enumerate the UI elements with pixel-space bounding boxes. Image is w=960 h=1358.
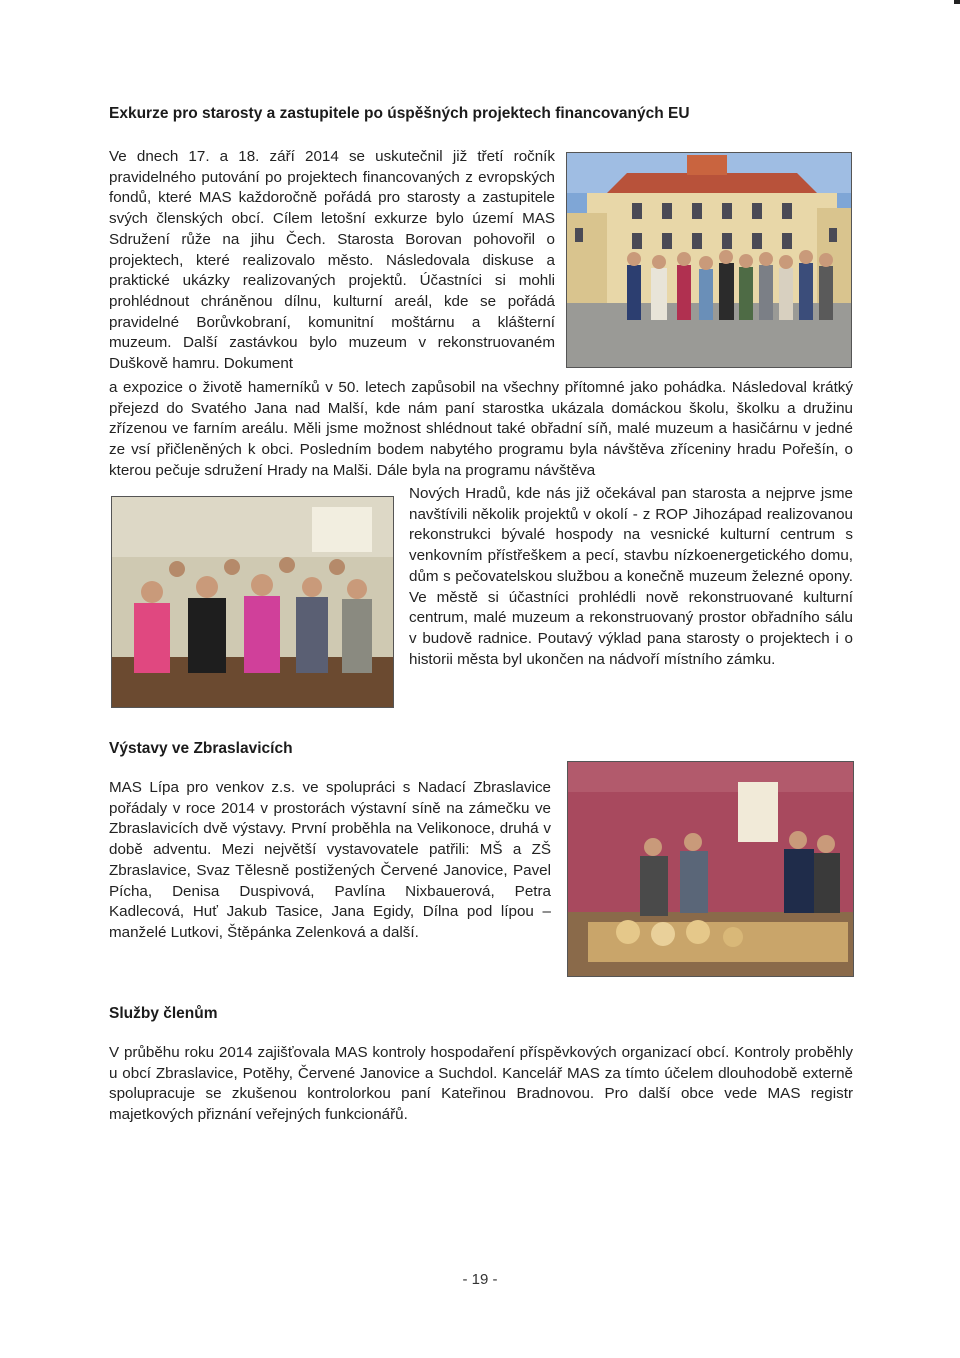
paragraph-excursion-top: Ve dnech 17. a 18. září 2014 se uskutečnil již třetí ročník pravidelného putování po projektech financovaných z evropských fondů, které MAS každoročně pořádá pro starosty a zastupitele svých členských obcí. Cílem letošní exkurze bylo území MAS Sdružení růže na jihu Čech. Starosta Borovan pohovořil o projektech, které realizovalo město. Následovala diskuse a praktické ukázky realizovaných projektů. Účastníci si mohli prohlédnout chráněnou dílnu, kulturní areál, kde se pořádá pravidelné Borůvkobraní, komunitní moštárnu a klášterní muzeum. Další zastávkou bylo muzeum v rekonstruovaném Duškově hamru. Dokument <box>109 148 555 373</box>
photo-hall-audience <box>111 496 394 708</box>
paragraph-excursion-full: a expozice o životě hamerníků v 50. letech zapůsobil na všechny přítomné jako pohádka. Následoval krátký přejezd do Svatého Jana nad Malší, kde nám paní starostka ukázala domáckou školu, školku a družinu zřízenou ve farním areálu. Měli jsme možnost shlédnout také obřadní síň, malé muzeum a hasičárnu v jedné ze vsí přičleněných k obci. Posledním bodem nabytého programu byla návštěva zříceniny hradu Pořešín, o kterou pečuje sdružení Hrady na Malši. Dále byla na programu návštěva <box>109 379 853 479</box>
heading-excursion: Exkurze pro starosty a zastupitele po úspěšných projektech financovaných EU <box>109 105 690 122</box>
paragraph-exhibitions: MAS Lípa pro venkov z.s. ve spolupráci s Nadací Zbraslavice pořádaly v roce 2014 v prostorách výstavní síně na zámečku ve Zbraslavicích dvě výstavy. První proběhla na Velikonoce, druhá v době adventu. Mezi největší vystavovatele patřili: MŠ a ZŠ Zbraslavice, Svaz Tělesně postižených Červené Janovice, Pavel Pícha, Denisa Duspivová, Pavlína Nixbauerová, Petra Kadlecová, Huť Jakub Tasice, Jana Egidy, Dílna pod lípou – manželé Lutkovi, Štěpánka Zelenková a další. <box>109 779 551 941</box>
scan-edge-mark <box>954 0 960 4</box>
heading-exhibitions: Výstavy ve Zbraslavicích <box>109 740 293 757</box>
heading-member-services: Služby členům <box>109 1005 218 1022</box>
paragraph-excursion-right: Nových Hradů, kde nás již očekával pan starosta a nejprve jsme navštívili několik projektů v okolí - z ROP Jihozápad realizovanou rekonstrukci bývalé hospody na vesnické kulturní centrum s venkovním přístřeškem a pecí, stavbu nízkoenergetického domu, dům s pečovatelskou službou a konečně muzeum železné opony. Ve městě si účastníci prohlédli nově rekonstruované kulturní centrum, malé muzeum a rekonstruovaný prostor obřadního sálu v budově radnice. Poutavý výklad pana starosty o projektech i o historii města byl ukončen na nádvoří místního zámku. <box>409 485 853 668</box>
page-number: - 19 - <box>462 1271 498 1288</box>
photo-castle-group <box>566 152 852 368</box>
paragraph-member-services: V průběhu roku 2014 zajišťovala MAS kontroly hospodaření příspěvkových organizací obcí. Kontroly proběhly u obcí Zbraslavice, Potěhy, Červené Janovice a Suchdol. Kancelář MAS za tímto účelem dlouhodobě externě spolupracuje se zkušenou kontrolorkou paní Kateřinou Bradnovou. Pro další obce vede MAS registr majetkových přiznání veřejných funkcionářů. <box>109 1044 853 1124</box>
photo-exhibition-gallery <box>567 761 854 977</box>
